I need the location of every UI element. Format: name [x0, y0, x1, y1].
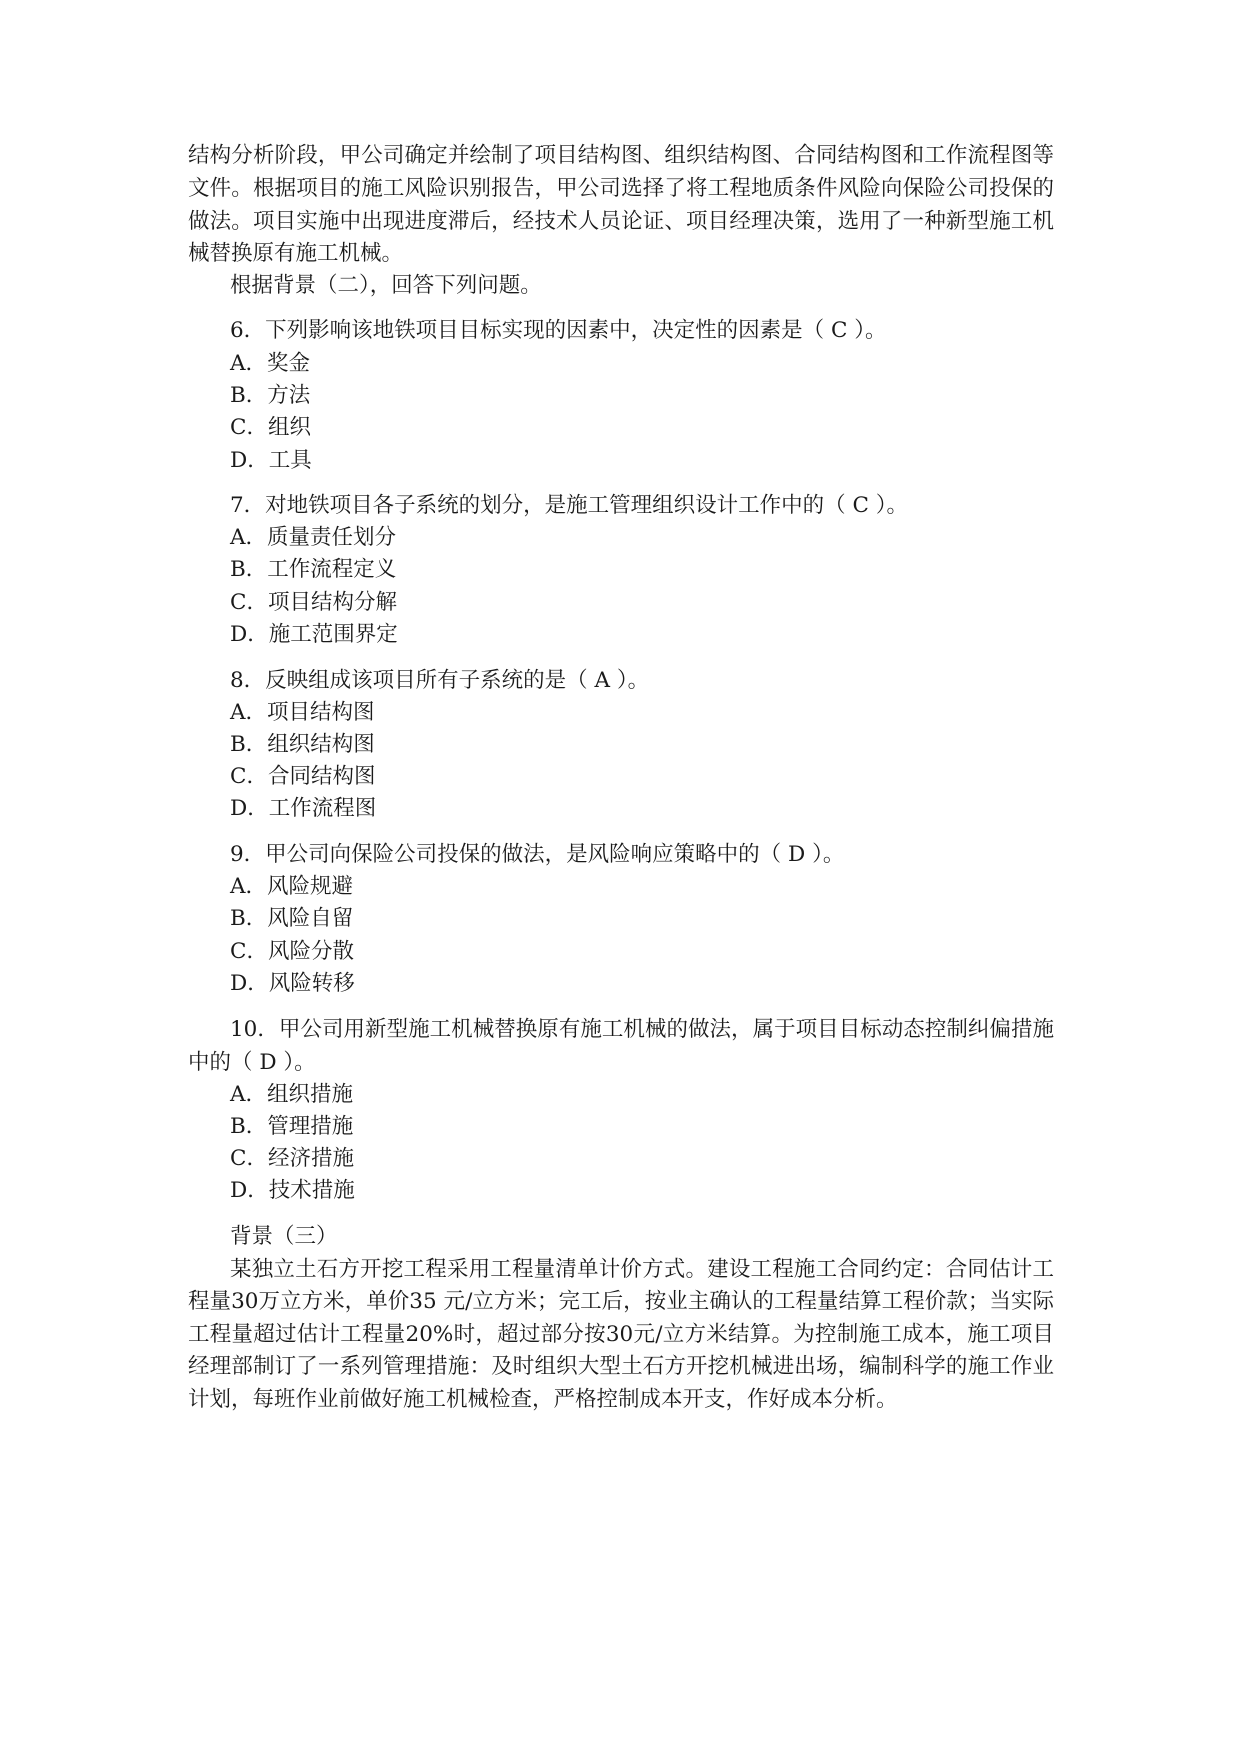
question-option: B．组织结构图 [230, 732, 375, 757]
question-stem-continued: 中的（ D ）。 [188, 1050, 316, 1075]
paragraph-line: 计划，每班作业前做好施工机械检查，严格控制成本开支，作好成本分析。 [188, 1387, 898, 1412]
question-stem: 8．反映组成该项目所有子系统的是（ A ）。 [230, 668, 650, 693]
question-option: B．工作流程定义 [230, 557, 397, 582]
paragraph-line: 工程量超过估计工程量20%时，超过部分按30元/立方米结算。为控制施工成本，施工项目 [188, 1322, 1054, 1347]
question-option: D．施工范围界定 [230, 622, 398, 647]
paragraph-line: 做法。项目实施中出现进度滞后，经技术人员论证、项目经理决策，选用了一种新型施工机 [188, 209, 1054, 234]
question-option: D．工作流程图 [230, 796, 377, 821]
section-heading: 背景（三） [230, 1224, 338, 1249]
question-option: C．项目结构分解 [230, 590, 397, 615]
paragraph-line: 某独立土石方开挖工程采用工程量清单计价方式。建设工程施工合同约定：合同估计工 [230, 1257, 1054, 1282]
question-option: C．合同结构图 [230, 764, 376, 789]
question-option: C．组织 [230, 415, 311, 440]
question-stem: 10．甲公司用新型施工机械替换原有施工机械的做法，属于项目目标动态控制纠偏措施 [230, 1017, 1054, 1042]
question-option: A．项目结构图 [230, 700, 375, 725]
question-option: B．风险自留 [230, 906, 354, 931]
question-option: C．经济措施 [230, 1146, 354, 1171]
paragraph-line: 结构分析阶段，甲公司确定并绘制了项目结构图、组织结构图、合同结构图和工作流程图等 [188, 143, 1054, 168]
paragraph-line: 程量30万立方米，单价35 元/立方米；完工后，按业主确认的工程量结算工程价款；当实际 [188, 1289, 1054, 1314]
paragraph-line: 械替换原有施工机械。 [188, 241, 404, 266]
question-stem: 7．对地铁项目各子系统的划分，是施工管理组织设计工作中的（ C ）。 [230, 493, 909, 518]
paragraph-line: 文件。根据项目的施工风险识别报告，甲公司选择了将工程地质条件风险向保险公司投保的 [188, 176, 1054, 201]
question-option: B．方法 [230, 383, 311, 408]
question-option: A．风险规避 [230, 874, 354, 899]
question-option: B．管理措施 [230, 1114, 354, 1139]
question-option: A．组织措施 [230, 1082, 354, 1107]
question-option: A．质量责任划分 [230, 525, 397, 550]
question-option: D．技术措施 [230, 1178, 355, 1203]
question-option: A．奖金 [230, 351, 311, 376]
question-stem: 6．下列影响该地铁项目目标实现的因素中，决定性的因素是（ C ）。 [230, 318, 887, 343]
question-option: C．风险分散 [230, 939, 354, 964]
question-stem: 9．甲公司向保险公司投保的做法，是风险响应策略中的（ D ）。 [230, 842, 845, 867]
paragraph-line: 经理部制订了一系列管理措施：及时组织大型土石方开挖机械进出场，编制科学的施工作业 [188, 1354, 1054, 1379]
question-option: D．风险转移 [230, 971, 355, 996]
section-prompt: 根据背景（二），回答下列问题。 [230, 273, 542, 298]
question-option: D．工具 [230, 448, 312, 473]
